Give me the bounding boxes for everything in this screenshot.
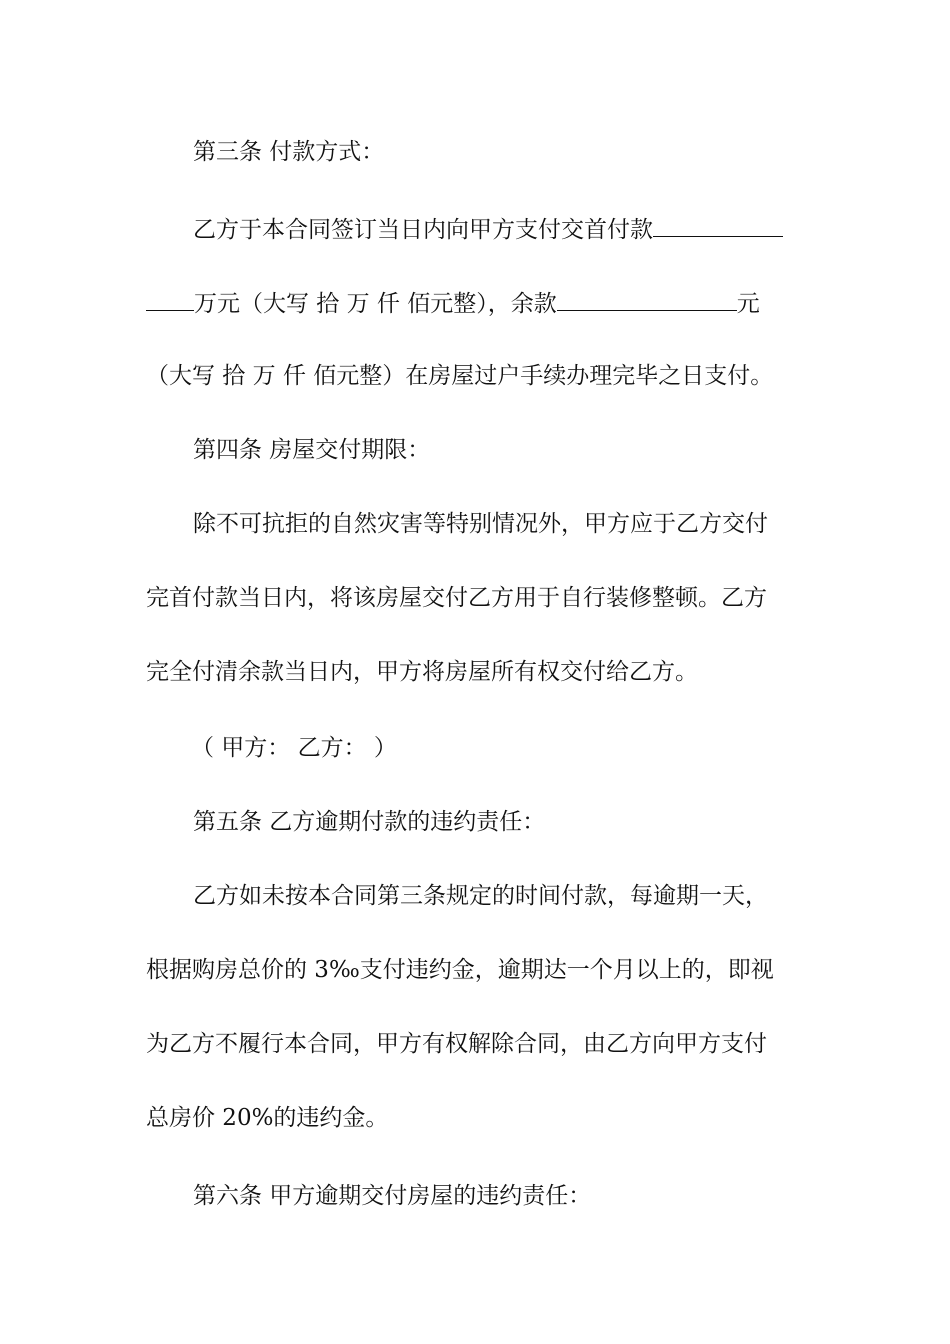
payment-line-3: （大写 拾 万 仟 佰元整）在房屋过户手续办理完毕之日支付。 (146, 363, 774, 389)
late-payment-line-1: 乙方如未按本合同第三条规定的时间付款，每逾期一天， (193, 883, 768, 909)
delivery-line-3: 完全付清余款当日内，甲方将房屋所有权交付给乙方。 (146, 659, 698, 685)
delivery-line-2: 完首付款当日内，将该房屋交付乙方用于自行装修整顿。乙方 (146, 585, 767, 611)
payment-line-2: 万元（大写 拾 万 仟 佰元整），余款 元 (146, 286, 806, 320)
payment-line-1: 乙方于本合同签订当日内向甲方支付交首付款 (193, 212, 806, 246)
delivery-line-1: 除不可抗拒的自然灾害等特别情况外，甲方应于乙方交付 (193, 511, 768, 537)
late-payment-line-2: 根据购房总价的 3‰支付违约金，逾期达一个月以上的，即视 (146, 957, 774, 983)
party-signature-line: （ 甲方： 乙方： ） (191, 735, 397, 761)
article-3-heading: 第三条 付款方式： (193, 139, 385, 165)
late-payment-line-4: 总房价 20%的违约金。 (146, 1105, 389, 1131)
article-6-heading: 第六条 甲方逾期交付房屋的违约责任： (193, 1183, 592, 1209)
down-payment-blank (653, 212, 783, 237)
article-5-heading: 第五条 乙方逾期付款的违约责任： (193, 809, 546, 835)
late-payment-line-3: 为乙方不履行本合同，甲方有权解除合同，由乙方向甲方支付 (146, 1031, 767, 1057)
balance-blank (557, 286, 737, 311)
down-payment-blank-continued (146, 286, 194, 311)
article-4-heading: 第四条 房屋交付期限： (193, 437, 431, 463)
